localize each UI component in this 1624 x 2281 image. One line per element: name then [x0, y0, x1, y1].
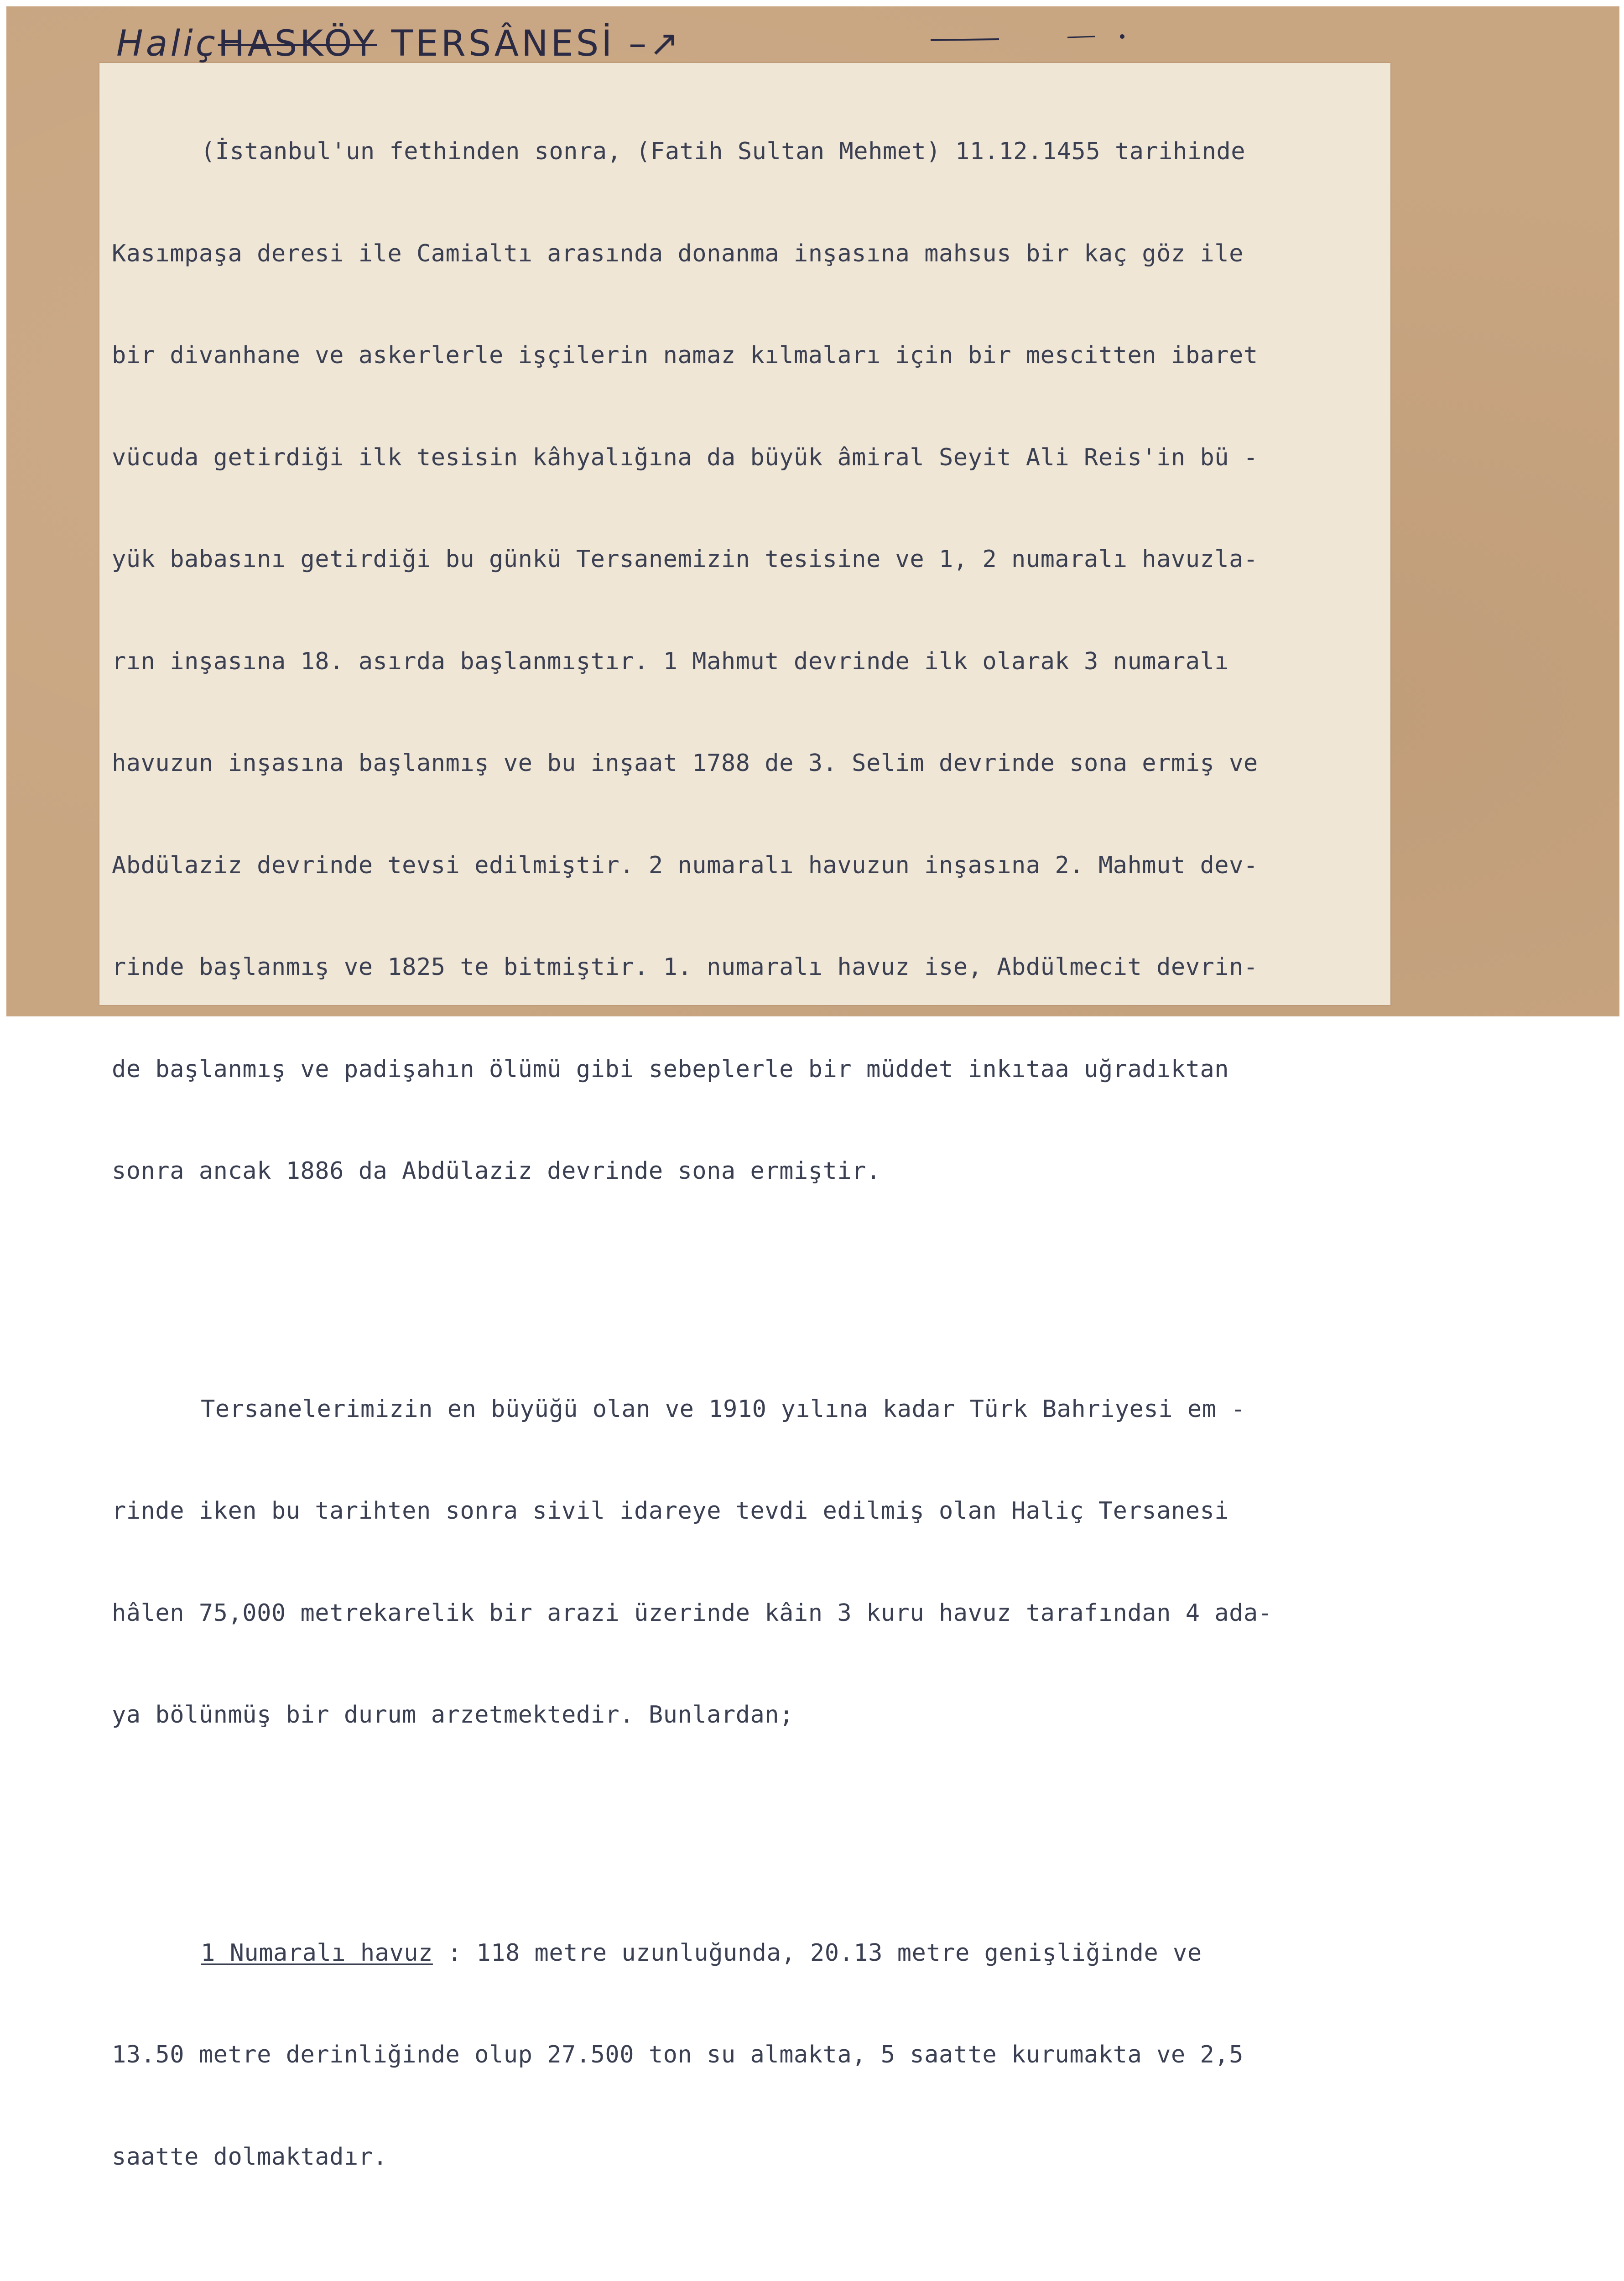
paragraph1-line: rinde başlanmış ve 1825 te bitmiştir. 1. numaralı havuz ise, Abdülmecit devrin- — [112, 953, 1258, 981]
paragraph1-line: yük babasını getirdiği bu günkü Tersanemizin tesisine ve 1, 2 numaralı havuzla- — [112, 546, 1258, 573]
dock1-line: saatte dolmaktadır. — [112, 2143, 388, 2171]
paragraph2-line: hâlen 75,000 metrekarelik bir arazi üzerinde kâin 3 kuru havuz tarafından 4 ada- — [112, 1599, 1273, 1627]
paragraph1-line: bir divanhane ve askerlerle işçilerin namaz kılmaları için bir mescitten ibaret — [112, 342, 1258, 369]
dock1-label: 1 Numaralı havuz — [201, 1939, 433, 1967]
paragraph2-line: Tersanelerimizin en büyüğü olan ve 1910 yılına kadar Türk Bahriyesi em - — [201, 1395, 1246, 1423]
paragraph1-line: (İstanbul'un fethinden sonra, (Fatih Sultan Mehmet) 11.12.1455 tarihinde — [201, 138, 1246, 165]
heading-arrow-icon: –↗ — [629, 23, 682, 64]
paragraph1-line: Abdülaziz devrinde tevsi edilmiştir. 2 numaralı havuzun inşasına 2. Mahmut dev- — [112, 851, 1258, 879]
dock1-first-line — [112, 1936, 1380, 1970]
dock1-line: 13.50 metre derinliğinde olup 27.500 ton su almakta, 5 saatte kurumakta ve 2,5 — [112, 2041, 1244, 2068]
heading-prefix: Haliç — [116, 23, 218, 64]
handwritten-heading — [116, 16, 682, 71]
heading-struck-word: HASKÖY — [218, 23, 377, 64]
document-body — [112, 67, 1380, 2281]
paragraph1-line: Kasımpaşa deresi ile Camialtı arasında donanma inşasına mahsus bir kaç göz ile — [112, 240, 1244, 267]
heading-title: TERSÂNESİ — [391, 23, 615, 64]
paragraph1-line: vücuda getirdiği ilk tesisin kâhyalığına da büyük âmiral Seyit Ali Reis'in bü - — [112, 443, 1258, 471]
paragraph2-line: ya bölünmüş bir durum arzetmektedir. Bunlardan; — [112, 1701, 794, 1729]
paragraph1-line: sonra ancak 1886 da Abdülaziz devrinde sona ermiştir. — [112, 1157, 881, 1185]
dock1-first-line-rest: : 118 metre uzunluğunda, 20.13 metre genişliğinde ve — [447, 1939, 1202, 1967]
paragraph1-line: de başlanmış ve padişahın ölümü gibi sebeplerle bir müddet inkıtaa uğradıktan — [112, 1055, 1229, 1083]
paragraph2-line: rinde iken bu tarihten sonra sivil idareye tevdi edilmiş olan Haliç Tersanesi — [112, 1497, 1229, 1525]
paragraph1-line: rın inşasına 18. asırda başlanmıştır. 1 Mahmut devrinde ilk olarak 3 numaralı — [112, 647, 1229, 675]
paragraph1-line: havuzun inşasına başlanmış ve bu inşaat 1788 de 3. Selim devrinde sona ermiş ve — [112, 750, 1258, 777]
pen-marks — [931, 27, 1131, 50]
